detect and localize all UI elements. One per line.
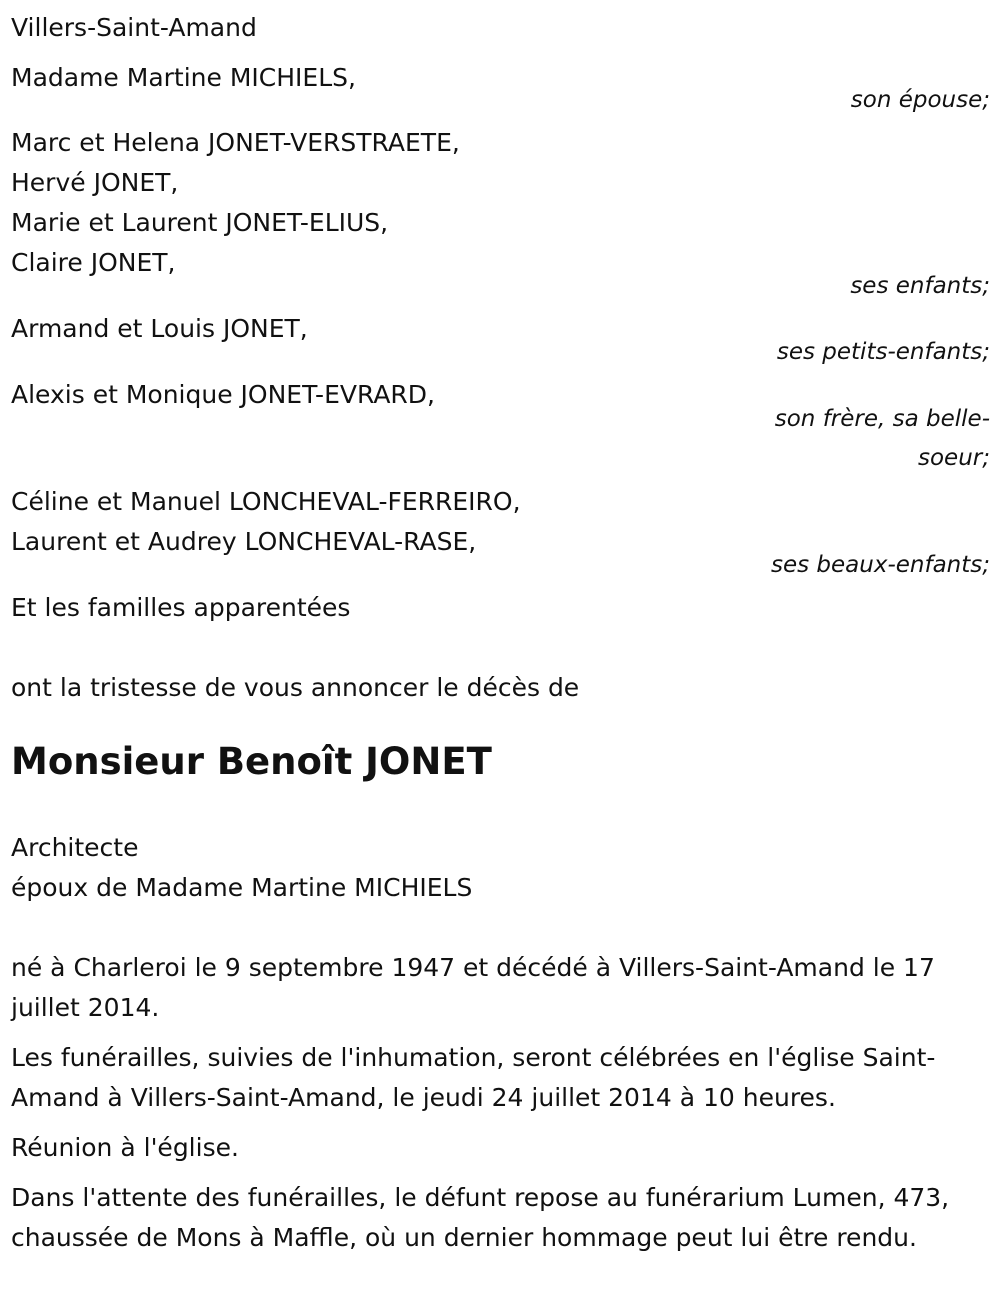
- meeting-text: Réunion à l'église.: [11, 1133, 239, 1162]
- child-name: Claire JONET,: [11, 248, 176, 277]
- grandchildren-relation: ses petits-enfants;: [776, 339, 990, 365]
- funeral-text: Les funérailles, suivies de l'inhumation, seront célébrées en l'église Saint-Amand à Villers-Saint-Amand, le jeudi 24 juillet 2014 à 10 heures.: [11, 1043, 936, 1112]
- deceased-spouse-line: époux de Madame Martine MICHIELS: [11, 873, 473, 902]
- child-name: Marie et Laurent JONET-ELIUS,: [11, 208, 389, 237]
- child-name: Hervé JONET,: [11, 168, 179, 197]
- deceased-profession: Architecte: [11, 833, 139, 862]
- announcement-line: ont la tristesse de vous annoncer le décès de: [11, 673, 580, 702]
- in-law-name: Laurent et Audrey LONCHEVAL-RASE,: [11, 527, 477, 556]
- in-law-name: Céline et Manuel LONCHEVAL-FERREIRO,: [11, 487, 521, 516]
- spouse-relation: son épouse;: [850, 87, 990, 113]
- children-list: [11, 123, 990, 283]
- grandchildren-name: Armand et Louis JONET,: [11, 314, 308, 343]
- spouse-name: Madame Martine MICHIELS,: [11, 63, 356, 92]
- birth-death-text: né à Charleroi le 9 septembre 1947 et décédé à Villers-Saint-Amand le 17 juillet 2014.: [11, 953, 935, 1022]
- children-relation: ses enfants;: [850, 273, 990, 299]
- child-name: Marc et Helena JONET-VERSTRAETE,: [11, 128, 460, 157]
- deceased-name: Monsieur Benoît JONET: [11, 740, 492, 783]
- families-line: Et les familles apparentées: [11, 593, 351, 622]
- repose-text: Dans l'attente des funérailles, le défunt repose au funérarium Lumen, 473, chaussée de Mons à Maffle, où un dernier hommage peut lui être rendu.: [11, 1183, 950, 1252]
- sibling-name: Alexis et Monique JONET-EVRARD,: [11, 380, 435, 409]
- sibling-relation: son frère, sa belle-soeur;: [774, 406, 990, 471]
- in-laws-relation: ses beaux-enfants;: [770, 552, 990, 578]
- location: Villers-Saint-Amand: [11, 13, 257, 42]
